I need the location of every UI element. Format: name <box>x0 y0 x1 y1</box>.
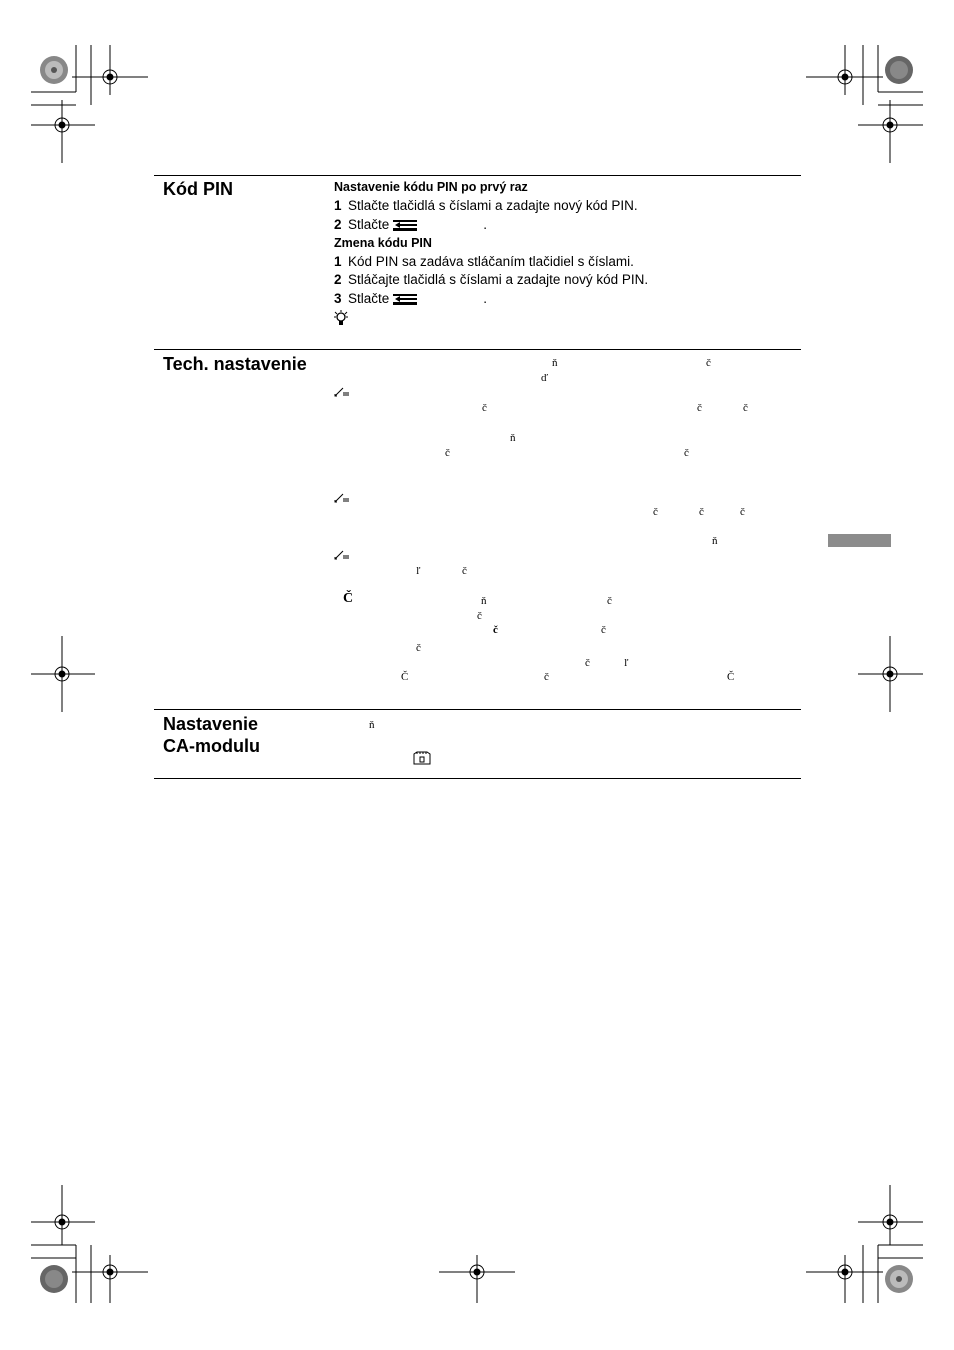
step-row <box>334 197 638 215</box>
glyph: Č <box>727 671 735 683</box>
lightbulb-tip-icon <box>333 309 349 327</box>
ca-card-icon <box>412 751 432 765</box>
glyph: ď <box>541 372 549 384</box>
pencil-note-icon <box>334 493 350 503</box>
glyph: Č <box>343 591 354 606</box>
step-number: 1 <box>334 198 342 213</box>
glyph: ň <box>369 719 375 731</box>
divider <box>154 349 801 350</box>
glyph: ň <box>712 535 718 547</box>
step-text: Kód PIN sa zadáva stláčaním tlačidiel s číslami. <box>348 254 634 269</box>
glyph: č <box>706 357 711 369</box>
glyph: č <box>585 657 590 669</box>
glyph: č <box>607 595 612 607</box>
step-row <box>334 290 487 308</box>
glyph: č <box>544 671 549 683</box>
return-button-icon <box>393 294 417 305</box>
glyph: č <box>482 402 487 414</box>
step-number: 1 <box>334 254 342 269</box>
step-row <box>334 216 487 234</box>
step-text: Stlačte <box>348 291 390 306</box>
glyph: č <box>416 642 421 654</box>
glyph: č <box>653 506 658 518</box>
divider <box>154 709 801 710</box>
glyph: č <box>743 402 748 414</box>
step-end: . <box>483 217 488 232</box>
pencil-note-icon <box>334 550 350 560</box>
divider <box>154 175 801 176</box>
step-row <box>334 271 648 289</box>
glyph: Č <box>401 671 409 683</box>
glyph: č <box>697 402 702 414</box>
glyph: ň <box>481 595 487 607</box>
heading-line: CA-modulu <box>163 736 260 756</box>
glyph: ľ <box>624 657 629 669</box>
glyph: č <box>445 447 450 459</box>
step-number: 2 <box>334 217 342 232</box>
subheading-change: Zmena kódu PIN <box>334 236 432 250</box>
glyph: ň <box>510 432 516 444</box>
section-heading-tech: Tech. nastavenie <box>163 354 307 374</box>
subheading-first-time: Nastavenie kódu PIN po prvý raz <box>334 180 528 194</box>
section-heading-pin: Kód PIN <box>163 179 233 199</box>
step-text: Stlačte tlačidlá s číslami a zadajte nový kód PIN. <box>348 198 638 213</box>
chapter-tab <box>828 534 891 547</box>
glyph: ľ <box>416 565 421 577</box>
step-number: 2 <box>334 272 342 287</box>
step-end: . <box>483 291 488 306</box>
step-text: Stláčajte tlačidlá s číslami a zadajte nový kód PIN. <box>348 272 649 287</box>
glyph: č <box>740 506 745 518</box>
step-text: Stlačte <box>348 217 390 232</box>
glyph: č <box>493 624 498 636</box>
glyph: ň <box>552 357 558 369</box>
return-button-icon <box>393 220 417 231</box>
divider <box>154 778 801 779</box>
heading-line: Nastavenie <box>163 714 259 734</box>
step-number: 3 <box>334 291 342 306</box>
section-heading-ca <box>163 713 260 757</box>
step-row <box>334 253 634 271</box>
glyph: č <box>462 565 467 577</box>
glyph: č <box>477 610 482 622</box>
glyph: č <box>699 506 704 518</box>
pencil-note-icon <box>334 387 350 397</box>
glyph: č <box>601 624 606 636</box>
glyph: č <box>684 447 689 459</box>
